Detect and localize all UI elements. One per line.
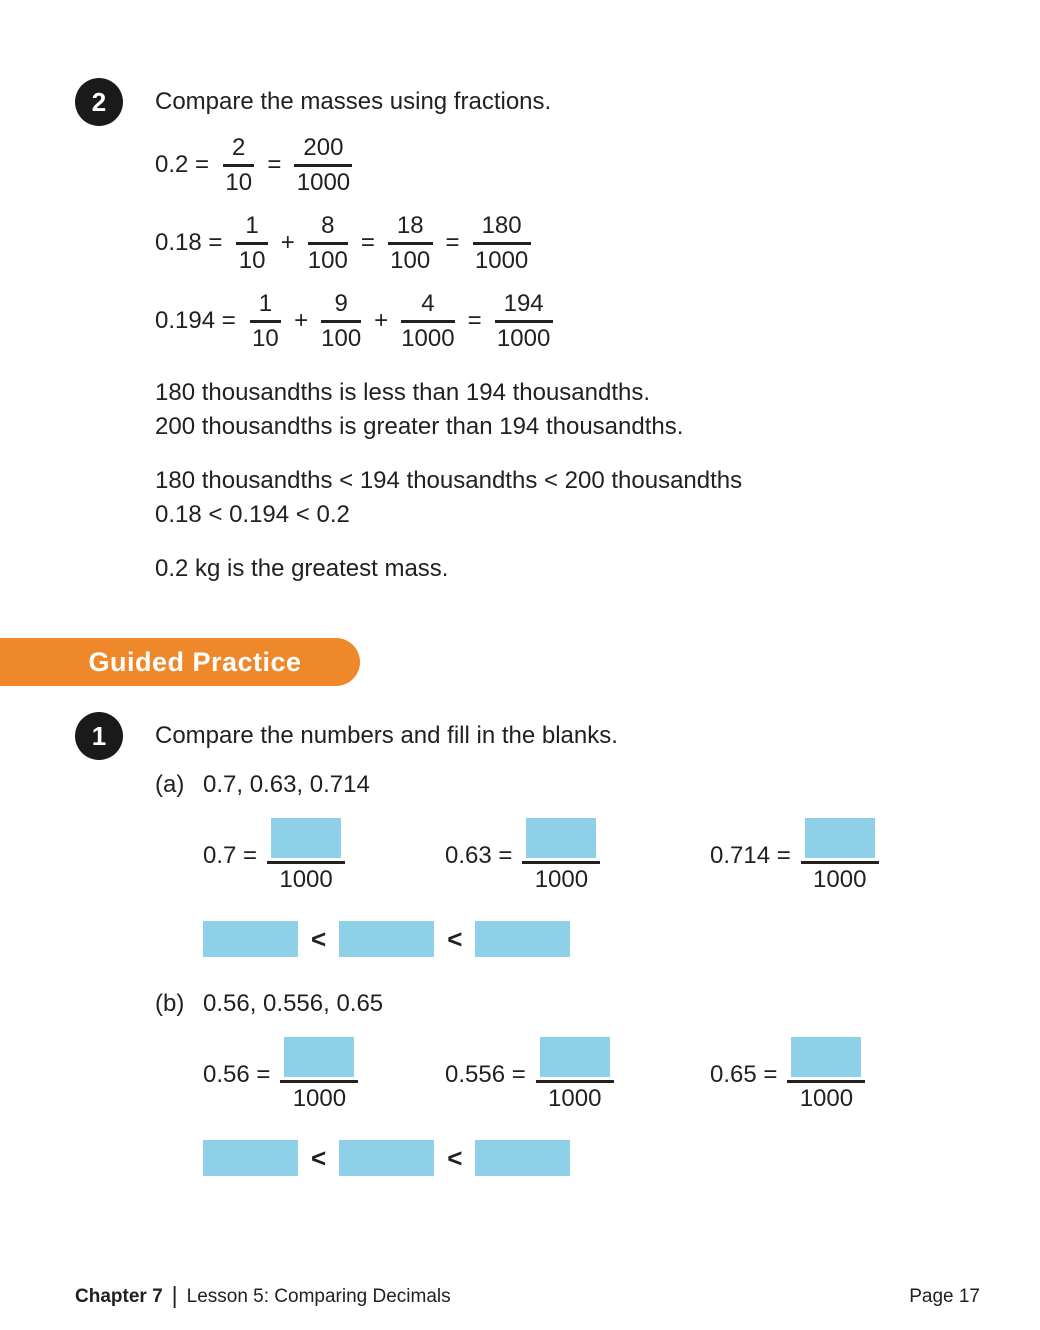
practice-part: [75, 772, 965, 957]
equations: [155, 134, 965, 352]
denominator: 1000: [296, 168, 351, 196]
operator: +: [294, 307, 309, 334]
equation-row: [155, 212, 965, 274]
comparison-line: 180 thousandths < 194 thousandths < 200 thousandths: [155, 467, 743, 494]
denominator: 10: [252, 324, 279, 352]
footer-lesson: Lesson 5: Comparing Decimals: [186, 1285, 451, 1307]
blank-fraction: [280, 1037, 358, 1113]
answer-blank[interactable]: [339, 921, 434, 957]
operator: =: [445, 229, 460, 256]
denominator: 100: [390, 246, 431, 274]
denominator: 1000: [401, 324, 455, 352]
numerator: 1: [236, 212, 267, 245]
numerator-blank[interactable]: [791, 1037, 861, 1077]
blank-fraction: [267, 818, 345, 894]
practice-question: [75, 712, 965, 1176]
less-than-symbol: <: [311, 1143, 327, 1173]
numerator: 8: [308, 212, 348, 245]
comparison-line: 0.18 < 0.194 < 0.2: [155, 501, 350, 528]
comparison-row: [203, 1140, 965, 1176]
numerator-blank[interactable]: [805, 818, 875, 858]
numerator-blank[interactable]: [540, 1037, 610, 1077]
operator: =: [467, 307, 482, 334]
question-header: [75, 78, 965, 126]
operator: =: [360, 229, 375, 256]
fraction: [294, 134, 352, 197]
equation-lead: 0.2 =: [155, 151, 210, 178]
blank-fraction-row: [203, 818, 965, 894]
statement-group-1: [155, 376, 965, 444]
footer-separator: |: [171, 1282, 178, 1308]
numerator-blank[interactable]: [284, 1037, 354, 1077]
part-numbers: 0.56, 0.556, 0.65: [203, 990, 384, 1017]
answer-blank[interactable]: [339, 1140, 434, 1176]
part-header: [155, 991, 965, 1017]
equation-row: [155, 134, 965, 196]
statement-line: 180 thousandths is less than 194 thousandths.: [155, 379, 651, 406]
fraction: [388, 212, 433, 275]
footer-page-number: Page 17: [909, 1285, 980, 1307]
blank-fraction-expression: [445, 1037, 710, 1113]
denominator: 10: [225, 168, 253, 196]
guided-practice-banner: [0, 638, 360, 686]
blank-fraction-row: [203, 1037, 965, 1113]
blank-fraction-expression: [445, 818, 710, 894]
answer-blank[interactable]: [203, 1140, 298, 1176]
fraction-lead: 0.7 =: [203, 842, 258, 869]
denominator: 1000: [267, 861, 345, 894]
denominator: 1000: [787, 1080, 865, 1113]
equation-lead: 0.18 =: [155, 229, 223, 256]
denominator: 1000: [801, 861, 879, 894]
fraction: [250, 290, 281, 353]
page-footer: [75, 1283, 980, 1310]
fraction: [401, 290, 454, 353]
blank-fraction: [522, 818, 600, 894]
numerator: 9: [321, 290, 361, 323]
blank-fraction-expression: [710, 818, 965, 894]
question-number-badge: 2: [75, 78, 123, 126]
blank-fraction: [801, 818, 879, 894]
statement-group-2: [155, 464, 965, 532]
operator: +: [374, 307, 389, 334]
denominator: 1000: [536, 1080, 614, 1113]
less-than-symbol: <: [447, 1143, 463, 1173]
conclusion-line: 0.2 kg is the greatest mass.: [155, 555, 449, 582]
fraction: [321, 290, 361, 353]
question-header: [75, 712, 965, 760]
answer-blank[interactable]: [203, 921, 298, 957]
footer-chapter: Chapter 7: [75, 1285, 163, 1307]
denominator: 1000: [474, 246, 529, 274]
practice-part: [75, 991, 965, 1176]
less-than-symbol: <: [311, 924, 327, 954]
question-prompt: Compare the numbers and fill in the blanks.: [155, 722, 618, 749]
fraction-lead: 0.63 =: [445, 842, 513, 869]
fraction: [308, 212, 348, 275]
part-header: [155, 772, 965, 798]
fraction-lead: 0.556 =: [445, 1061, 526, 1088]
comparison-row: [203, 921, 965, 957]
statement-line: 200 thousandths is greater than 194 thousandths.: [155, 413, 684, 440]
example-body: [155, 134, 965, 586]
denominator: 10: [238, 246, 266, 274]
question-number-badge: 1: [75, 712, 123, 760]
equation-lead: 0.194 =: [155, 307, 236, 334]
fraction-lead: 0.714 =: [710, 842, 791, 869]
numerator: 1: [250, 290, 281, 323]
denominator: 1000: [280, 1080, 358, 1113]
less-than-symbol: <: [447, 924, 463, 954]
fraction: [236, 212, 267, 275]
answer-blank[interactable]: [475, 921, 570, 957]
operator: =: [267, 151, 282, 178]
blank-fraction: [536, 1037, 614, 1113]
question-prompt: Compare the masses using fractions.: [155, 88, 552, 115]
numerator: 180: [473, 212, 531, 245]
numerator-blank[interactable]: [526, 818, 596, 858]
denominator: 100: [307, 246, 348, 274]
blank-fraction-expression: [710, 1037, 965, 1113]
blank-fraction: [787, 1037, 865, 1113]
worked-example: [75, 78, 965, 586]
fraction-lead: 0.56 =: [203, 1061, 271, 1088]
denominator: 1000: [522, 861, 600, 894]
fraction: [495, 290, 553, 353]
part-label: (b): [155, 990, 185, 1017]
part-numbers: 0.7, 0.63, 0.714: [203, 771, 370, 798]
numerator: 4: [401, 290, 454, 323]
fraction: [473, 212, 531, 275]
numerator-blank[interactable]: [271, 818, 341, 858]
part-label: (a): [155, 771, 185, 798]
practice-parts: [75, 772, 965, 1176]
blank-fraction-expression: [203, 818, 445, 894]
denominator: 1000: [496, 324, 551, 352]
answer-blank[interactable]: [475, 1140, 570, 1176]
numerator: 194: [495, 290, 553, 323]
banner-label: Guided Practice: [88, 646, 302, 677]
blank-fraction-expression: [203, 1037, 445, 1113]
fraction: [223, 134, 254, 197]
numerator: 2: [223, 134, 254, 167]
numerator: 200: [294, 134, 352, 167]
operator: +: [280, 229, 295, 256]
fraction-lead: 0.65 =: [710, 1061, 778, 1088]
equation-row: [155, 290, 965, 352]
numerator: 18: [388, 212, 433, 245]
denominator: 100: [321, 324, 362, 352]
